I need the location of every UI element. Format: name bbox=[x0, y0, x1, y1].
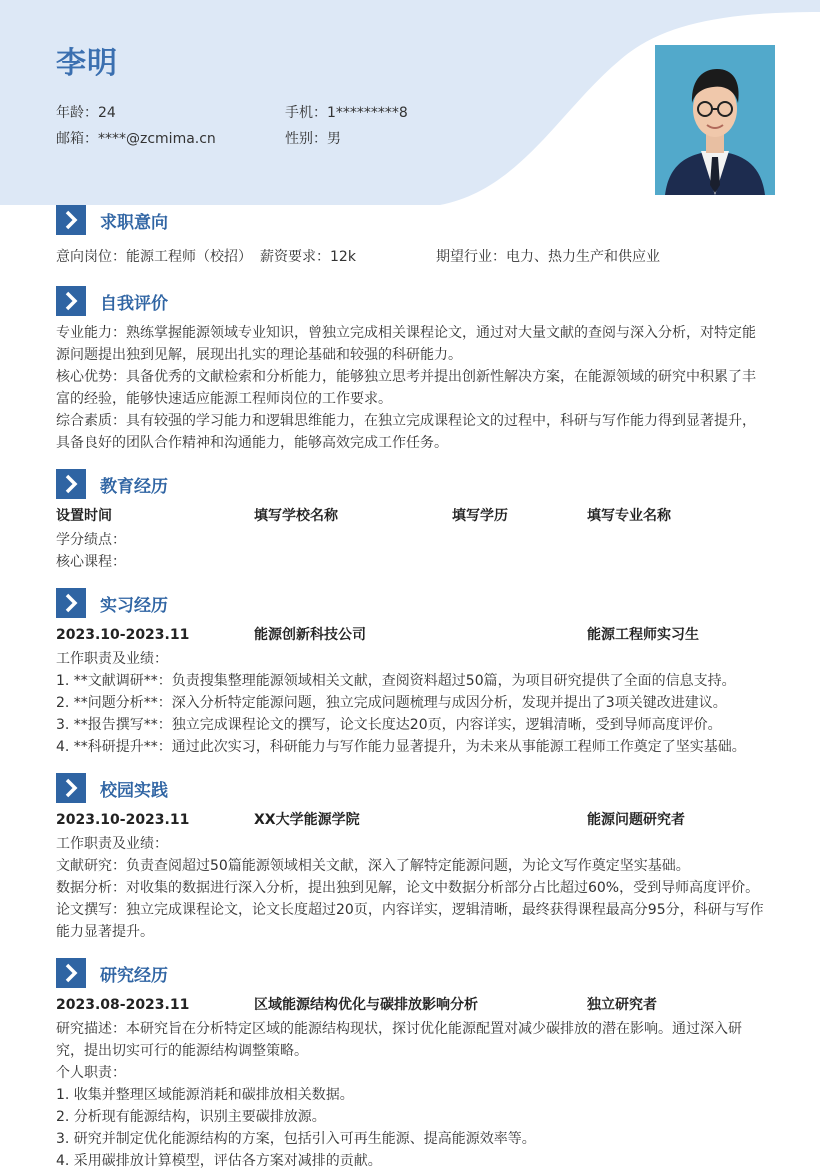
education-gpa: 学分绩点： bbox=[56, 532, 126, 548]
section-title: 教育经历 bbox=[100, 477, 168, 497]
education-school: 填写学校名称 bbox=[254, 508, 338, 524]
campus-item: 文献研究：负责查阅超过50篇能源领域相关文献，深入了解特定能源问题，为论文写作奠定坚实基础。 bbox=[56, 858, 690, 874]
section-title: 校园实践 bbox=[100, 781, 168, 801]
internship-item: 3. **报告撰写**：独立完成课程论文的撰写，论文长度达20页，内容详实，逻辑清晰，受到导师高度评价。 bbox=[56, 717, 722, 733]
internship-company: 能源创新科技公司 bbox=[254, 627, 366, 643]
internship-duty-label: 工作职责及业绩： bbox=[56, 651, 168, 667]
campus-item: 数据分析：对收集的数据进行深入分析，提出独到见解，论文中数据分析部分占比超过60%，受到导师高度评价。 bbox=[56, 880, 760, 896]
self-eval-paragraph: 综合素质：具有较强的学习能力和逻辑思维能力，在独立完成课程论文的过程中，科研与写作能力得到显著提升，具备良好的团队合作精神和沟通能力，能够高效完成工作任务。 bbox=[56, 413, 756, 451]
intent-salary: 薪资要求：12k bbox=[260, 249, 356, 265]
education-degree: 填写学历 bbox=[452, 508, 508, 524]
research-time: 2023.08-2023.11 bbox=[56, 997, 190, 1013]
section-header-campus bbox=[56, 773, 756, 803]
section-title: 自我评价 bbox=[100, 294, 168, 314]
internship-item: 1. **文献调研**：负责搜集整理能源领域相关文献，查阅资料超过50篇，为项目研究提供了全面的信息支持。 bbox=[56, 673, 736, 689]
self-eval-paragraph: 核心优势：具备优秀的文献检索和分析能力，能够独立思考并提出创新性解决方案，在能源领域的研究中积累了丰富的经验，能够快速适应能源工程师岗位的工作要求。 bbox=[56, 369, 756, 407]
chevron-right-icon bbox=[56, 773, 86, 803]
chevron-right-icon bbox=[56, 286, 86, 316]
section-header-internship bbox=[56, 588, 756, 618]
research-item: 4. 采用碳排放计算模型，评估各方案对减排的贡献。 bbox=[56, 1153, 382, 1169]
age-field: 年龄：24 bbox=[56, 105, 116, 121]
section-header-intent bbox=[56, 205, 756, 235]
research-item: 2. 分析现有能源结构，识别主要碳排放源。 bbox=[56, 1109, 326, 1125]
chevron-right-icon bbox=[56, 469, 86, 499]
chevron-right-icon bbox=[56, 205, 86, 235]
candidate-name: 李明 bbox=[56, 46, 118, 81]
section-title: 实习经历 bbox=[100, 596, 168, 616]
campus-role: 能源问题研究者 bbox=[587, 812, 685, 828]
email-field: 邮箱：****@zcmima.cn bbox=[56, 131, 216, 147]
chevron-right-icon bbox=[56, 958, 86, 988]
research-description: 研究描述：本研究旨在分析特定区域的能源结构现状，探讨优化能源配置对减少碳排放的潜在影响。通过深入研究，提出切实可行的能源结构调整策略。 bbox=[56, 1021, 742, 1059]
campus-time: 2023.10-2023.11 bbox=[56, 812, 190, 828]
section-header-education bbox=[56, 469, 756, 499]
section-header-self-eval bbox=[56, 286, 756, 316]
research-duty-label: 个人职责： bbox=[56, 1065, 126, 1081]
education-courses: 核心课程： bbox=[56, 554, 126, 570]
education-time: 设置时间 bbox=[56, 508, 112, 524]
gender-field: 性别：男 bbox=[285, 131, 341, 147]
intent-industry: 期望行业：电力、热力生产和供应业 bbox=[436, 249, 660, 265]
phone-field: 手机：1*********8 bbox=[285, 105, 408, 121]
research-item: 3. 研究并制定优化能源结构的方案，包括引入可再生能源、提高能源效率等。 bbox=[56, 1131, 536, 1147]
section-title: 研究经历 bbox=[100, 966, 168, 986]
campus-duty-label: 工作职责及业绩： bbox=[56, 836, 168, 852]
chevron-right-icon bbox=[56, 588, 86, 618]
self-eval-paragraph: 专业能力：熟练掌握能源领域专业知识，曾独立完成相关课程论文，通过对大量文献的查阅与深入分析，对特定能源问题提出独到见解，展现出扎实的理论基础和较强的科研能力。 bbox=[56, 325, 756, 363]
education-major: 填写专业名称 bbox=[587, 508, 671, 524]
section-header-research bbox=[56, 958, 756, 988]
internship-item: 4. **科研提升**：通过此次实习，科研能力与写作能力显著提升，为未来从事能源工程师工作奠定了坚实基础。 bbox=[56, 739, 746, 755]
campus-item: 论文撰写：独立完成课程论文，论文长度超过20页，内容详实，逻辑清晰，最终获得课程最高分95分，科研与写作能力显著提升。 bbox=[56, 902, 764, 940]
internship-time: 2023.10-2023.11 bbox=[56, 627, 190, 643]
section-title: 求职意向 bbox=[100, 213, 168, 233]
research-role: 独立研究者 bbox=[587, 997, 657, 1013]
profile-photo bbox=[655, 45, 775, 195]
research-item: 1. 收集并整理区域能源消耗和碳排放相关数据。 bbox=[56, 1087, 354, 1103]
research-project: 区域能源结构优化与碳排放影响分析 bbox=[254, 997, 478, 1013]
intent-position: 意向岗位：能源工程师（校招） bbox=[56, 249, 252, 265]
internship-role: 能源工程师实习生 bbox=[587, 627, 699, 643]
internship-item: 2. **问题分析**：深入分析特定能源问题，独立完成问题梳理与成因分析，发现并提出了3项关键改进建议。 bbox=[56, 695, 727, 711]
campus-org: XX大学能源学院 bbox=[254, 812, 360, 828]
